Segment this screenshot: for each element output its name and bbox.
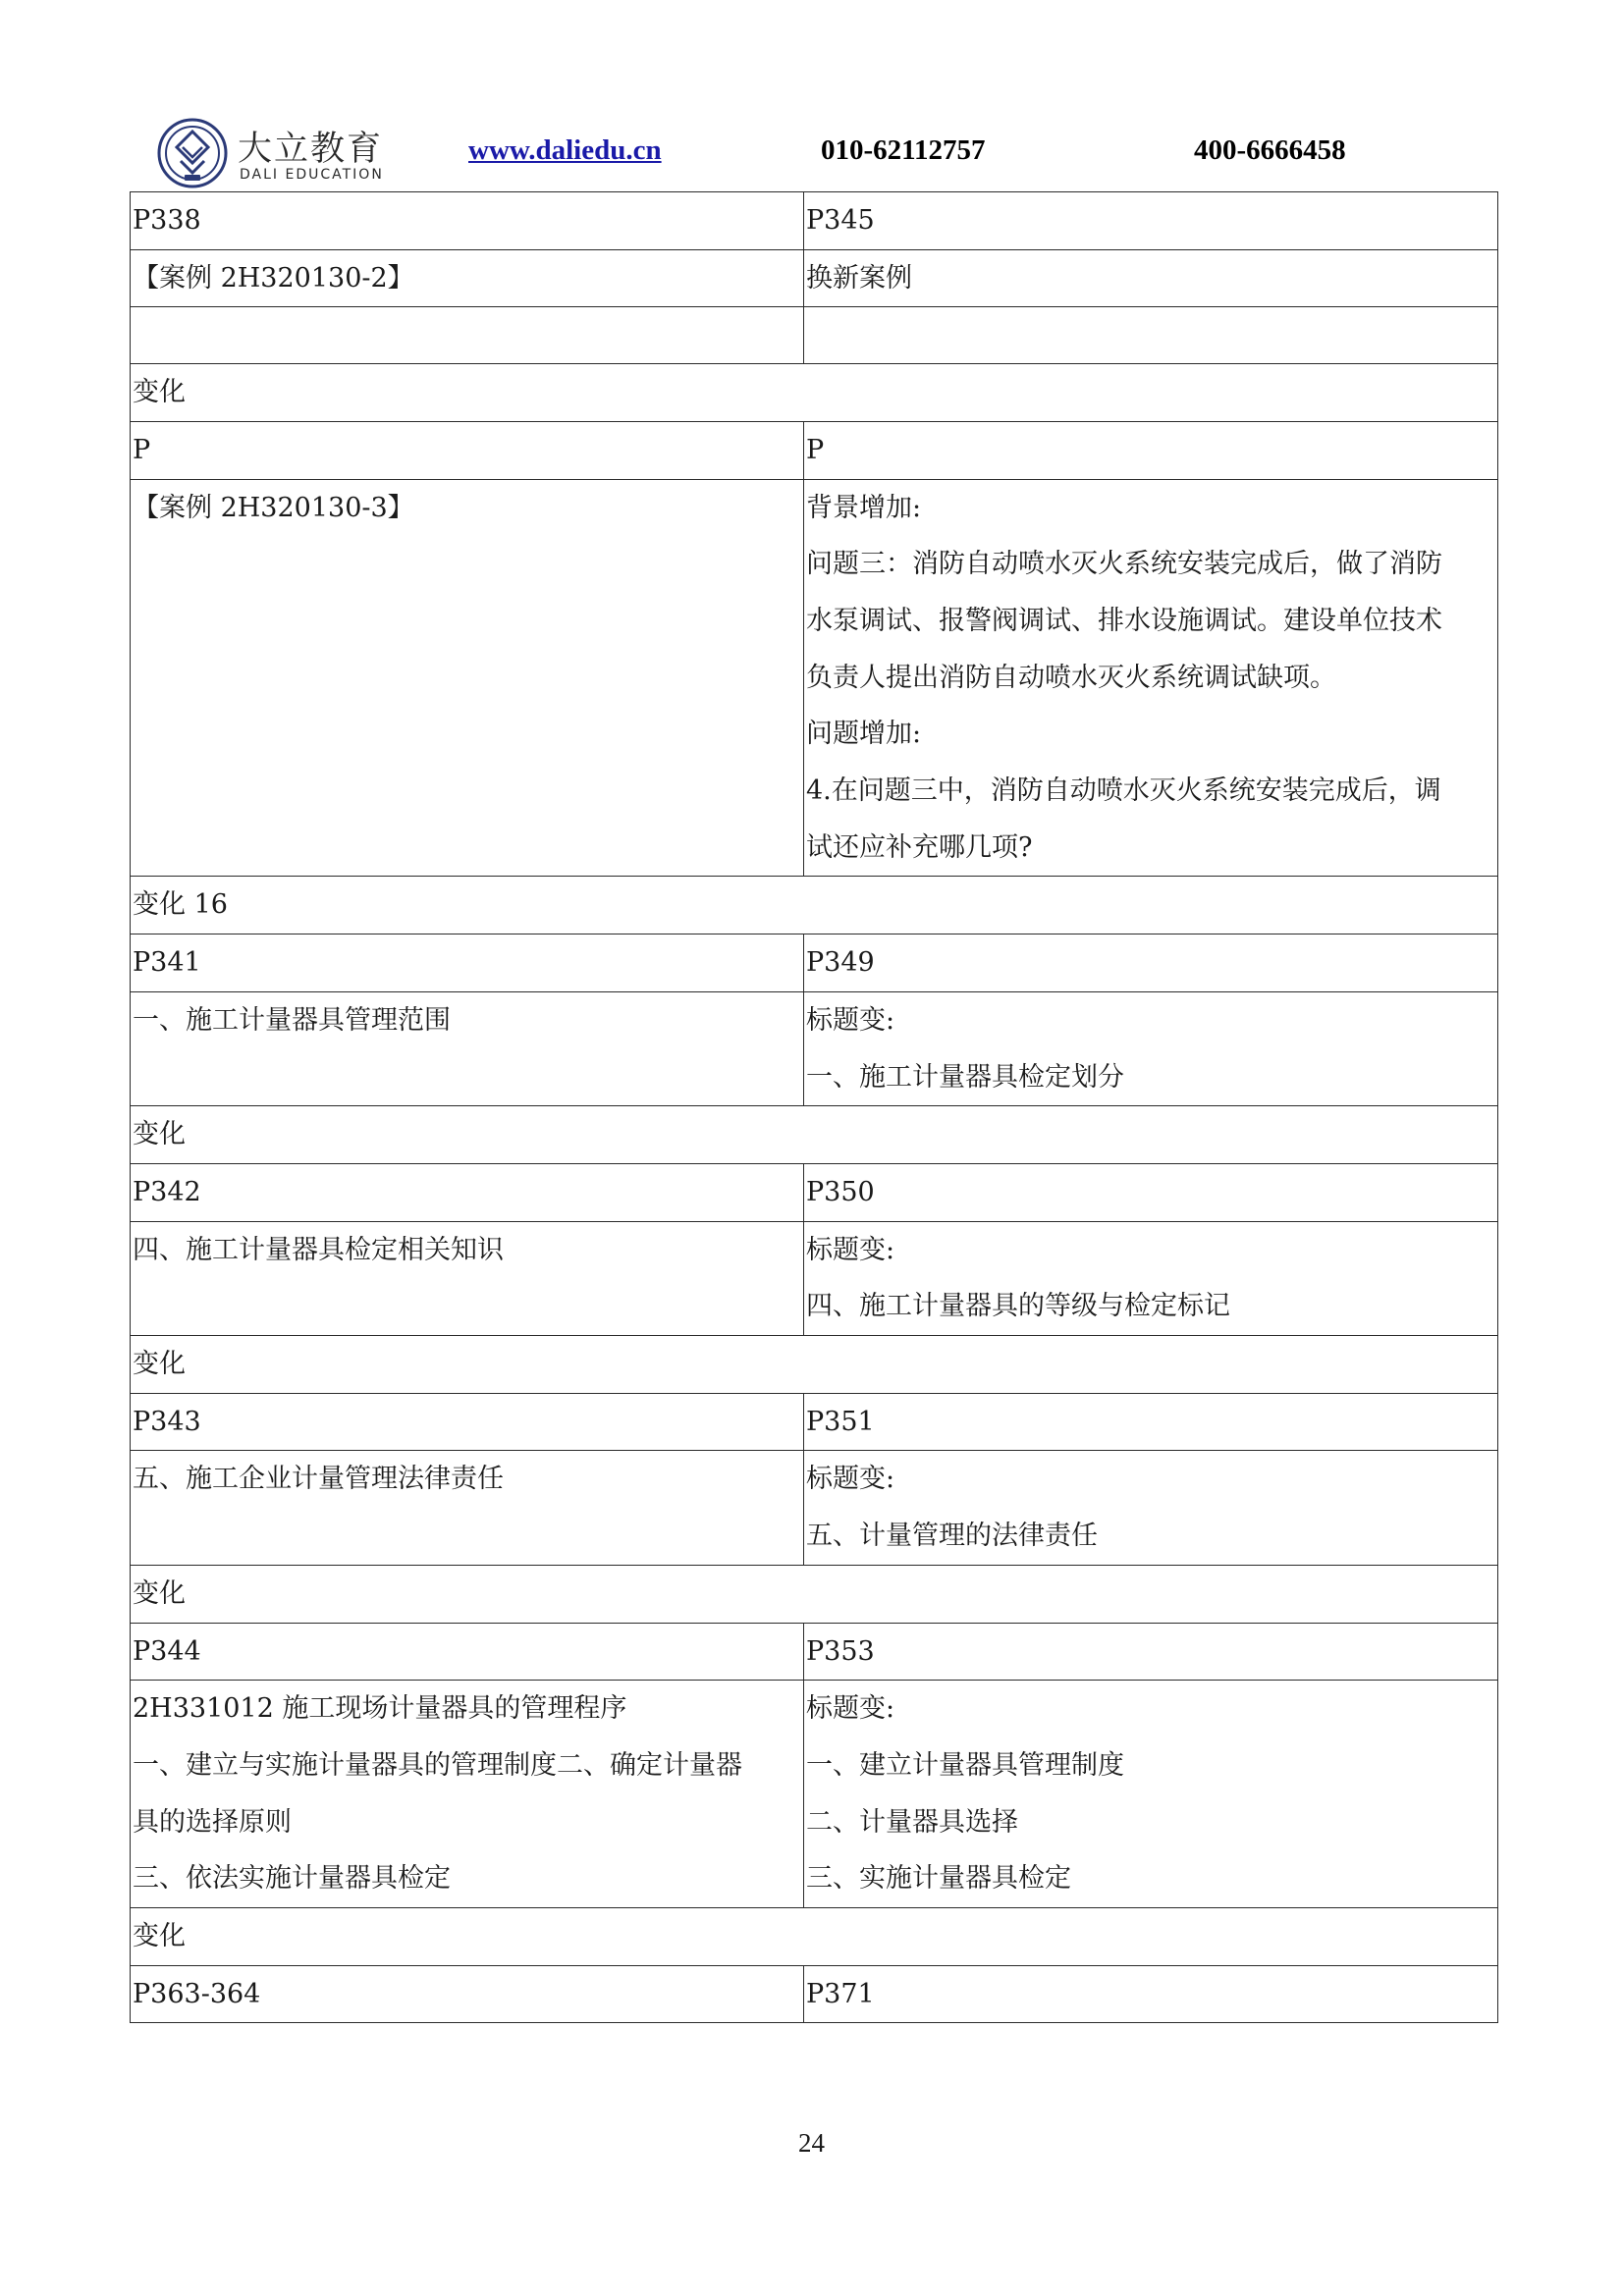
cell-line: 四、施工计量器具的等级与检定标记 <box>806 1291 1230 1322</box>
cell-line: 水泵调试、报警阀调试、排水设施调试。建设单位技术 <box>806 605 1442 636</box>
cell-line: 三、实施计量器具检定 <box>806 1863 1071 1895</box>
cell-line: 一、施工计量器具检定划分 <box>806 1061 1124 1093</box>
old-edition-cell <box>131 934 804 992</box>
phone-number-2: 400-6666458 <box>1194 134 1346 166</box>
table-row <box>131 877 1498 934</box>
new-edition-cell <box>804 249 1498 307</box>
cell-line: 2H331012 施工现场计量器具的管理程序 <box>133 1693 627 1725</box>
cell-line: 二、计量器具选择 <box>806 1806 1018 1838</box>
table-row <box>131 991 1498 1105</box>
change-label: 变化 <box>133 1921 186 1952</box>
cell-line: 换新案例 <box>806 262 912 294</box>
change-label: 变化 <box>133 1349 186 1380</box>
cell-line: 标题变: <box>806 1464 895 1495</box>
old-edition-cell <box>131 249 804 307</box>
new-edition-cell <box>804 991 1498 1105</box>
cell-line: P344 <box>133 1635 201 1667</box>
old-edition-cell <box>131 1965 804 2023</box>
cell-line: 具的选择原则 <box>133 1806 292 1838</box>
table-row <box>131 307 1498 364</box>
phone-number-1: 010-62112757 <box>821 134 986 166</box>
new-edition-cell <box>804 192 1498 250</box>
change-label-cell <box>131 1336 1498 1394</box>
changes-table <box>130 191 1498 2023</box>
dali-education-logo <box>157 118 385 190</box>
table-row <box>131 1451 1498 1565</box>
new-edition-cell <box>804 307 1498 364</box>
cell-line: 标题变: <box>806 1234 895 1265</box>
old-edition-cell <box>131 1393 804 1451</box>
cell-line: 一、建立与实施计量器具的管理制度二、确定计量器 <box>133 1749 742 1781</box>
cell-line: 标题变: <box>806 1693 895 1725</box>
table-row <box>131 1681 1498 1908</box>
old-edition-cell <box>131 307 804 364</box>
website-link[interactable]: www.daliedu.cn <box>468 134 662 166</box>
page-header <box>0 0 1623 192</box>
dali-emblem-icon <box>157 118 228 188</box>
change-label-cell <box>131 1908 1498 1966</box>
old-edition-cell <box>131 991 804 1105</box>
old-edition-cell <box>131 421 804 479</box>
cell-line: 四、施工计量器具检定相关知识 <box>133 1234 504 1265</box>
new-edition-cell <box>804 1163 1498 1221</box>
table-row <box>131 1336 1498 1394</box>
logo-english-name: DALI EDUCATION <box>240 167 384 183</box>
change-label: 变化 16 <box>133 889 228 921</box>
cell-line: 标题变: <box>806 1004 895 1036</box>
table-row <box>131 421 1498 479</box>
cell-line: 问题增加: <box>806 719 922 750</box>
table-row <box>131 1106 1498 1164</box>
cell-line: 一、建立计量器具管理制度 <box>806 1749 1124 1781</box>
cell-line: 负责人提出消防自动喷水灭火系统调试缺项。 <box>806 662 1336 693</box>
cell-line: 【案例 2H320130-3】 <box>133 492 414 523</box>
cell-line: P353 <box>806 1635 875 1667</box>
old-edition-cell <box>131 479 804 877</box>
change-label-cell <box>131 1565 1498 1623</box>
old-edition-cell <box>131 1221 804 1335</box>
new-edition-cell <box>804 934 1498 992</box>
cell-line: P338 <box>133 205 201 236</box>
table-row <box>131 1393 1498 1451</box>
change-label-cell <box>131 364 1498 422</box>
new-edition-cell <box>804 421 1498 479</box>
old-edition-cell <box>131 1163 804 1221</box>
table-row <box>131 364 1498 422</box>
cell-line: P349 <box>806 947 875 979</box>
change-label: 变化 <box>133 1577 186 1609</box>
old-edition-cell <box>131 1681 804 1908</box>
cell-line: P371 <box>806 1978 875 2009</box>
cell-line: P <box>133 434 151 465</box>
table-row <box>131 1163 1498 1221</box>
logo-chinese-name: 大立教育 <box>238 130 384 169</box>
page-number: 24 <box>798 2128 825 2158</box>
cell-line: 试还应补充哪几项? <box>806 831 1033 863</box>
cell-line: 三、依法实施计量器具检定 <box>133 1863 451 1895</box>
table-row <box>131 1908 1498 1966</box>
new-edition-cell <box>804 479 1498 877</box>
new-edition-cell <box>804 1221 1498 1335</box>
cell-line: 【案例 2H320130-2】 <box>133 262 414 294</box>
old-edition-cell <box>131 192 804 250</box>
change-label-cell <box>131 877 1498 934</box>
changes-table-body <box>131 192 1498 2023</box>
table-row <box>131 1623 1498 1681</box>
change-label-cell <box>131 1106 1498 1164</box>
cell-line: 背景增加: <box>806 492 922 523</box>
old-edition-cell <box>131 1451 804 1565</box>
new-edition-cell <box>804 1681 1498 1908</box>
cell-line: P <box>806 434 825 465</box>
cell-line: P350 <box>806 1176 875 1207</box>
table-row <box>131 934 1498 992</box>
change-label: 变化 <box>133 377 186 408</box>
old-edition-cell <box>131 1623 804 1681</box>
cell-line: 五、施工企业计量管理法律责任 <box>133 1464 504 1495</box>
cell-line: P345 <box>806 205 875 236</box>
cell-line: 4.在问题三中，消防自动喷水灭火系统安装完成后，调 <box>806 775 1441 807</box>
new-edition-cell <box>804 1451 1498 1565</box>
cell-line: P342 <box>133 1176 201 1207</box>
change-label: 变化 <box>133 1119 186 1150</box>
new-edition-cell <box>804 1393 1498 1451</box>
cell-line: 一、施工计量器具管理范围 <box>133 1004 451 1036</box>
cell-line: P343 <box>133 1406 201 1437</box>
new-edition-cell <box>804 1623 1498 1681</box>
table-row <box>131 249 1498 307</box>
table-row <box>131 1965 1498 2023</box>
new-edition-cell <box>804 1965 1498 2023</box>
cell-line: P341 <box>133 947 201 979</box>
table-row <box>131 1221 1498 1335</box>
cell-line: P363-364 <box>133 1978 261 2009</box>
table-row <box>131 192 1498 250</box>
table-row <box>131 1565 1498 1623</box>
table-row <box>131 479 1498 877</box>
cell-line: 五、计量管理的法律责任 <box>806 1521 1098 1552</box>
cell-line: 问题三：消防自动喷水灭火系统安装完成后，做了消防 <box>806 549 1442 580</box>
cell-line: P351 <box>806 1406 875 1437</box>
